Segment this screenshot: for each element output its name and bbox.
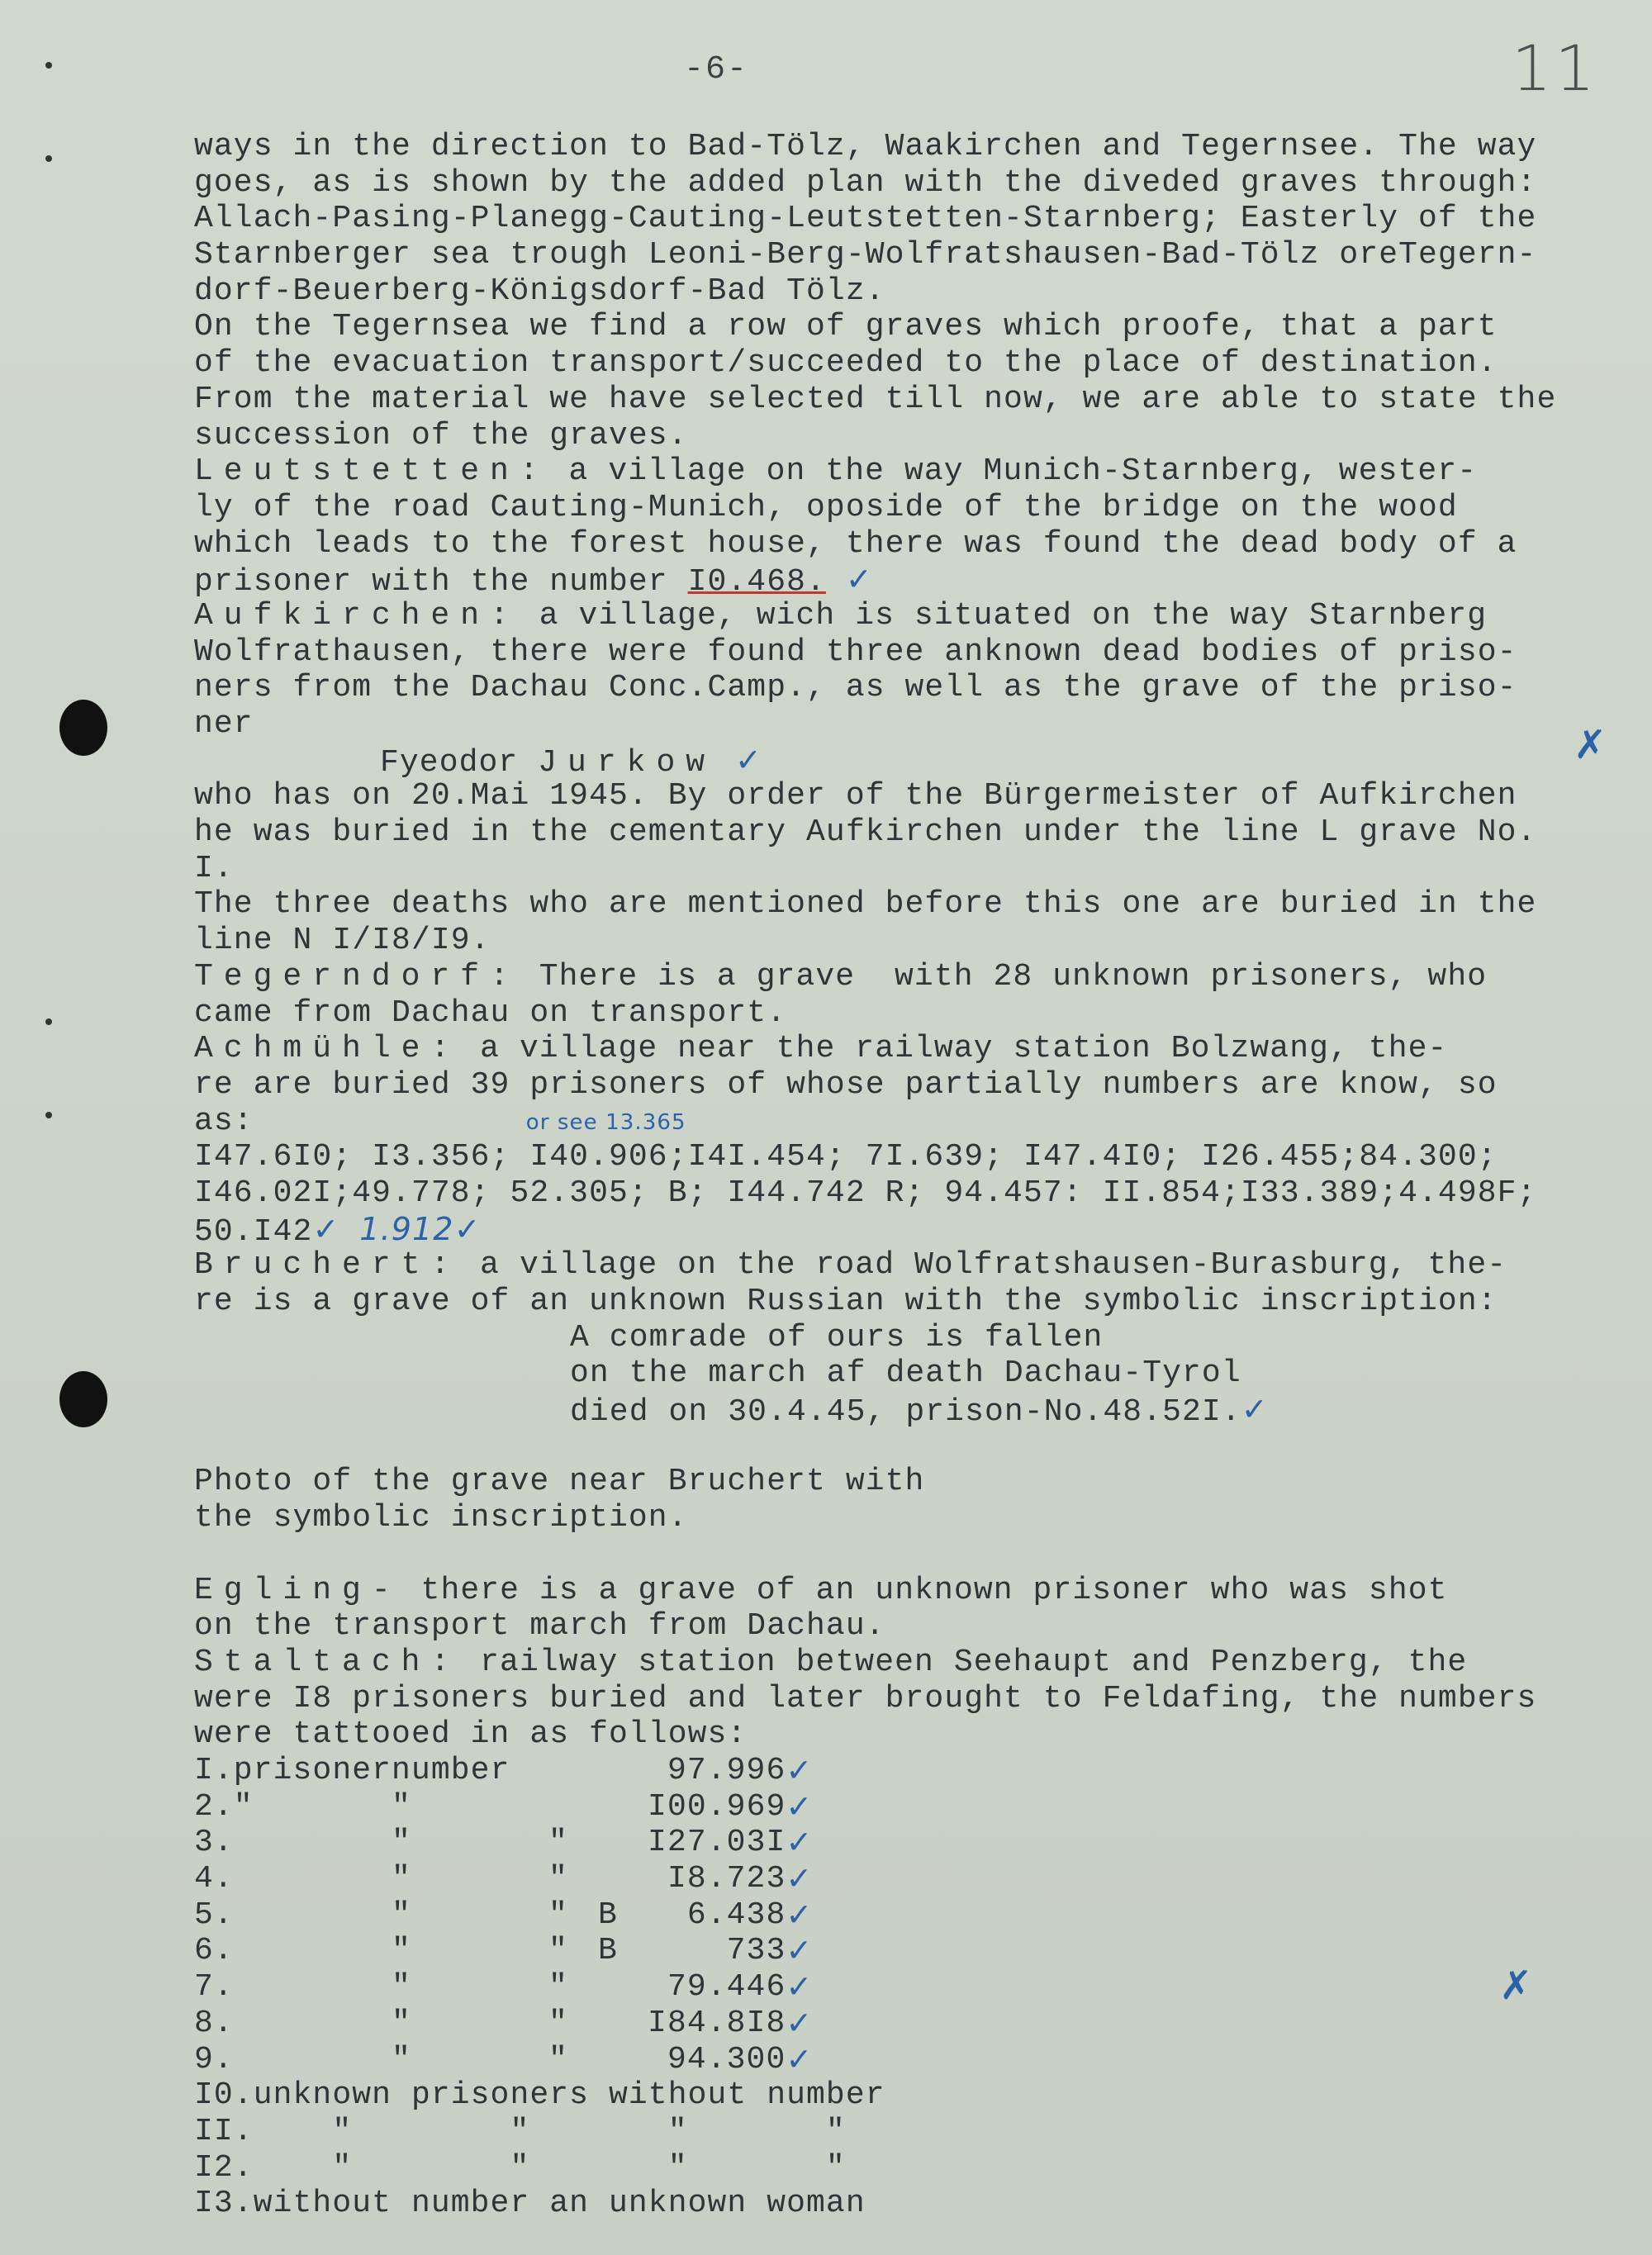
check-mark: ✓ (786, 1751, 814, 1788)
prisoner-number: I0.468. (687, 564, 826, 601)
text-line: ner (194, 706, 254, 742)
number-line (194, 1212, 1631, 1248)
check-mark: ✓ (845, 561, 873, 598)
ditto: " (548, 1897, 568, 1933)
bruchert-entry (194, 1247, 1631, 1284)
text-line: succession of the graves. (194, 417, 688, 453)
table-row (194, 1753, 813, 1789)
list-item: I2. " " " " (194, 2149, 846, 2186)
last-name: Jurkow (538, 744, 716, 781)
ditto: " (392, 2041, 411, 2077)
prisoner-number: I27.03I (648, 1825, 786, 1861)
ditto: " (548, 2005, 568, 2041)
handwritten-number: 1.912 (359, 1210, 454, 1247)
text-line: were tattooed in as follows: (194, 1716, 748, 1753)
prisoner-number: I00.969 (648, 1788, 786, 1825)
check-mark: ✓ (1241, 1391, 1269, 1428)
row-number: 2." (194, 1788, 254, 1825)
row-number: 6. (194, 1933, 234, 1969)
prisoner-number: 97.996 (667, 1752, 786, 1788)
aufkirchen-entry (194, 598, 1631, 634)
text-line: on the transport march from Dachau. (194, 1608, 885, 1645)
table-row (194, 1825, 813, 1861)
text-fragment: died on 30.4.45, prison-No.48.52I. (570, 1394, 1241, 1431)
table-row (194, 2006, 813, 2042)
text-line: I. (194, 850, 234, 886)
ditto: " (548, 2041, 568, 2077)
text-line: The three deaths who are mentioned before this one are buried in the (194, 886, 1537, 923)
ditto: " (392, 1897, 411, 1933)
text-fragment: 50.I42 (194, 1213, 313, 1250)
text-fragment: railway station between Seehaupt and Penzberg, the (460, 1644, 1468, 1680)
ditto: " (392, 1825, 411, 1861)
prisoner-number: 94.300 (667, 2041, 786, 2077)
ditto (548, 1753, 598, 1789)
series-letter (598, 1825, 648, 1861)
text-line: Starnberger sea trough Leoni-Berg-Wolfratshausen-Bad-Tölz oreTegern- (194, 237, 1537, 273)
inscription-line (194, 1391, 1631, 1431)
text-line: he was buried in the cementary Aufkirchen under the line L grave No. (194, 814, 1537, 851)
place-name: Achmühle: (194, 1031, 461, 1067)
table-row (194, 1933, 813, 1969)
achmuhle-entry (194, 1031, 1631, 1067)
series-letter (598, 2042, 648, 2078)
tegerndorf-entry (194, 959, 1631, 995)
check-mark: ✓ (453, 1210, 482, 1247)
ditto: " (392, 1861, 411, 1897)
cross-mark: ✗ (1574, 722, 1607, 768)
check-mark: ✓ (786, 1896, 814, 1933)
cross-mark: ✗ (1499, 1963, 1533, 2009)
text-line: who has on 20.Mai 1945. By order of the Bürgermeister of Aufkirchen (194, 778, 1517, 814)
prisoner-name-line (194, 743, 1631, 779)
text-line (194, 1104, 1631, 1140)
text-fragment: a village on the road Wolfratshausen-Burasburg, the- (460, 1247, 1507, 1284)
ditto: " (392, 1933, 411, 1969)
prisoner-number: I84.8I8 (648, 2005, 786, 2041)
leutstetten-entry (194, 453, 1631, 490)
text-line (194, 561, 1631, 601)
prisoner-number-table (194, 1753, 813, 2077)
table-row (194, 1897, 813, 1934)
text-fragment: there is a grave of an unknown prisoner who was shot (401, 1572, 1448, 1608)
row-number: 3. (194, 1825, 234, 1861)
row-number: 9. (194, 2041, 234, 2077)
text-fragment: prisoner with the number (194, 564, 688, 601)
check-mark: ✓ (786, 1824, 814, 1861)
text-line: goes, as is shown by the added plan with the diveded graves through: (194, 164, 1537, 201)
place-name: Tegerndorf: (194, 958, 520, 995)
check-mark: ✓ (786, 1787, 814, 1825)
table-row (194, 2042, 813, 2078)
series-letter (598, 2006, 648, 2042)
ditto: " (548, 1861, 568, 1897)
text-fragment: a village near the railway station Bolzwang, the- (460, 1031, 1448, 1067)
text-fragment: a village on the way Munich-Starnberg, wester- (548, 453, 1478, 490)
archive-number: 11 (1512, 31, 1598, 105)
list-item: I0.unknown prisoners without number (194, 2077, 885, 2114)
row-number: 8. (194, 2005, 234, 2041)
series-letter (598, 1861, 648, 1897)
ditto: number (392, 1752, 510, 1788)
text-line: re is a grave of an unknown Russian with the symbolic inscription: (194, 1284, 1498, 1319)
place-name: Staltach: (194, 1644, 461, 1680)
ditto (548, 1789, 598, 1825)
check-mark: ✓ (312, 1210, 340, 1247)
number-line: I46.02I;49.778; 52.305; B; I44.742 R; 94.457: II.854;I33.389;4.498F; (194, 1175, 1537, 1211)
photo-caption: Photo of the grave near Bruchert with (194, 1464, 925, 1500)
text-line: ners from the Dachau Conc.Camp., as well as the grave of the priso- (194, 670, 1517, 706)
check-mark: ✓ (786, 1932, 814, 1969)
check-mark: ✓ (786, 1860, 814, 1897)
text-line: of the evacuation transport/succeeded to the place of destination. (194, 345, 1498, 382)
ditto: " (392, 2005, 411, 2041)
text-line: which leads to the forest house, there was found the dead body of a (194, 525, 1517, 562)
place-name: Leutstetten: (194, 453, 549, 490)
place-name: Aufkirchen: (194, 597, 520, 634)
series-letter (598, 1789, 648, 1825)
row-number: 5. (194, 1897, 234, 1933)
text-line: re are buried 39 prisoners of whose partially numbers are know, so (194, 1066, 1498, 1103)
series-letter: B (598, 1933, 618, 1969)
punch-hole-top (59, 700, 107, 756)
text-line: From the material we have selected till now, we are able to state the (194, 381, 1557, 417)
ditto: " (548, 1825, 568, 1861)
photo-caption: the symbolic inscription. (194, 1500, 688, 1536)
place-name: Bruchert: (194, 1247, 461, 1284)
prisoner-number: 733 (726, 1933, 786, 1969)
table-row (194, 1861, 813, 1897)
text-fragment: as: (194, 1103, 254, 1139)
text-fragment: There is a grave with 28 unknown prisoners, who (519, 958, 1488, 995)
text-line: ly of the road Cauting-Munich, oposide of the bridge on the wood (194, 489, 1458, 525)
row-number: 4. (194, 1861, 234, 1897)
text-line: Allach-Pasing-Planegg-Cauting-Leutstetten-Starnberg; Easterly of the (194, 201, 1537, 237)
staltach-entry (194, 1645, 1631, 1681)
row-number: I.prisoner (194, 1752, 392, 1788)
check-mark: ✓ (786, 2040, 814, 2077)
prisoner-number: I8.723 (667, 1861, 786, 1897)
inscription-line: on the march af death Dachau-Tyrol (570, 1355, 1241, 1392)
ditto: " (392, 1969, 411, 2006)
list-item: II. " " " " (194, 2113, 846, 2149)
ditto: " (548, 1933, 568, 1969)
typed-text (194, 129, 1631, 2222)
text-line: On the Tegernsea we find a row of graves which proofe, that a part (194, 309, 1498, 345)
punch-hole-bottom (59, 1371, 107, 1427)
check-mark: ✓ (734, 741, 762, 778)
prisoner-number: 79.446 (667, 1969, 786, 2006)
series-letter (598, 1969, 648, 2006)
table-row (194, 1969, 813, 2006)
speck (45, 1018, 52, 1025)
page-number: -6- (684, 51, 749, 88)
text-line: line N I/I8/I9. (194, 923, 491, 959)
number-line: I47.6I0; I3.356; I40.906;I4I.454; 7I.639; I47.4I0; I26.455;84.300; (194, 1139, 1498, 1175)
speck (45, 155, 52, 162)
handwritten-annotation: or see 13.365 (525, 1109, 686, 1135)
ditto: " (548, 1969, 568, 2006)
place-name: Egling- (194, 1572, 401, 1608)
text-line: dorf-Beuerberg-Königsdorf-Bad Tölz. (194, 273, 885, 309)
check-mark: ✓ (786, 1968, 814, 2006)
ditto: " (392, 1788, 411, 1825)
series-letter: B (598, 1897, 618, 1933)
text-line: were I8 prisoners buried and later brought to Feldafing, the numbers (194, 1680, 1537, 1716)
inscription-line: A comrade of ours is fallen (570, 1319, 1104, 1355)
text-line: ways in the direction to Bad-Tölz, Waakirchen and Tegernsee. The way (194, 129, 1537, 164)
speck (45, 1112, 52, 1118)
text-line: came from Dachau on transport. (194, 995, 787, 1031)
prisoner-number: 6.438 (686, 1897, 786, 1933)
list-item: I3.without number an unknown woman (194, 2186, 866, 2222)
egling-entry (194, 1573, 1631, 1609)
table-row (194, 1789, 813, 1825)
first-name: Fyeodor (380, 744, 519, 781)
check-mark: ✓ (786, 2004, 814, 2041)
speck (45, 62, 52, 69)
text-fragment: a village, wich is situated on the way Starnberg (519, 597, 1488, 634)
text-line: Wolfrathausen, there were found three anknown dead bodies of priso- (194, 634, 1517, 670)
row-number: 7. (194, 1969, 234, 2006)
series-letter (598, 1753, 648, 1789)
